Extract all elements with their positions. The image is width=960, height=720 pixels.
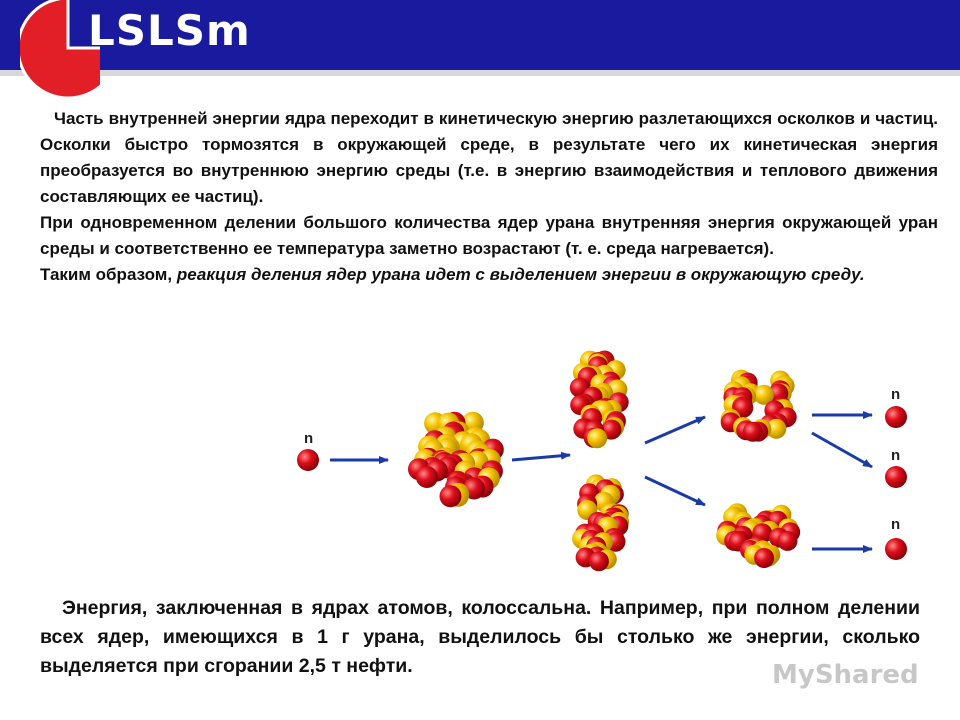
uranium-nucleus [408,412,504,508]
neutron-in [297,449,319,471]
arrow-out-2 [812,433,872,467]
neutron-label-in: n [304,430,314,447]
nucleon [416,466,438,488]
paragraph-3 [40,262,938,288]
nucleon [754,548,774,568]
logo-text: LSLSm [88,6,251,55]
fission-diagram [280,345,920,585]
arrow-to-fragment-2 [645,477,705,505]
neutron-out-3 [885,538,907,560]
nucleon [587,428,607,448]
neutron-label-out-3: n [891,516,901,533]
paragraph-1: Часть внутренней энергии ядра переходит в кинетическую энергию разлетающихся осколков и частиц. Осколки быстро тормозятся в окружающей среде, в результате чего их кинетическая энергия преобразуется во внутреннюю энергию среды (т.е. в энергию взаимодействия и теплового движения составляющих ее частиц). [40,109,938,206]
fragment-nucleus-2 [716,503,800,568]
neutron-out-1 [885,406,907,428]
arrow-to-split [512,455,570,460]
nucleon [743,422,763,442]
bottom-paragraph: Энергия, заключенная в ядрах атомов, колоссальна. Например, при полном делении всех ядер, имеющихся в 1 г урана, выделилось бы столько же энергии, сколько выделяется при сгорании 2,5 т нефти. [40,597,920,677]
main-text [40,106,938,288]
paragraph-3-prefix: Таким образом, [40,265,177,284]
nucleon [778,531,798,551]
splitting-nucleus [570,351,629,572]
neutron-label-out-1: n [891,386,901,403]
nucleon [589,551,609,571]
nucleon [440,485,462,507]
paragraph-3-italic: реакция деления ядер урана идет с выделением энергии в окружающую среду. [176,265,865,284]
arrow-to-fragment-1 [645,417,705,443]
paragraph-2: При одновременном делении большого количества ядер урана внутренняя энергия окружающей уран среды и соответственно ее температура заметно возрастают (т. е. среда нагревается). [40,213,938,258]
neutron-out-2 [885,466,907,488]
watermark: MyShared [772,660,919,690]
neutron-label-out-2: n [891,447,901,464]
fragment-nucleus-1 [721,370,797,442]
